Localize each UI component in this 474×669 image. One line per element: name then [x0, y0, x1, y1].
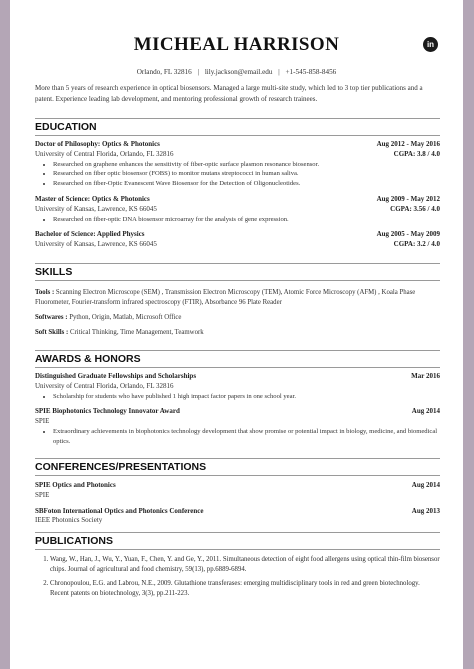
list-item: • Researched on fiber optic biosensor (FOBS) to monitor mutans streptococci in human saliva.: [53, 169, 440, 179]
contact-phone[interactable]: +1-545-858-8456: [285, 68, 337, 76]
conference-name: SBFoton International Optics and Photonics Conference: [35, 506, 204, 515]
skill-label: Tools :: [35, 289, 55, 296]
contact-email[interactable]: lily.jackson@email.edu: [204, 68, 273, 76]
entry-date: Mar 2016: [411, 372, 440, 380]
conference-org: IEEE Photonics Society: [35, 516, 103, 525]
degree-title: Bachelor of Science: Applied Physics: [35, 230, 145, 239]
award-org: SPIE: [35, 417, 50, 426]
software-line: [35, 313, 440, 323]
section-heading: SKILLS: [35, 263, 440, 281]
section-heading: PUBLICATIONS: [35, 532, 440, 550]
school-name: University of Kansas, Lawrence, KS 66045: [35, 240, 157, 249]
education-entry: [35, 195, 440, 224]
bullet-list: [35, 392, 440, 402]
degree-title: Doctor of Philosophy: Optics & Photonics: [35, 140, 160, 148]
contact-separator: |: [197, 68, 200, 76]
award-org: University of Central Florida, Orlando, FL 32816: [35, 381, 174, 390]
gpa-value: CGPA: 3.56 / 4.0: [390, 204, 440, 213]
section-heading: CONFERENCES/PRESENTATIONS: [35, 458, 440, 476]
degree-title: Master of Science: Optics & Photonics: [35, 194, 150, 203]
gpa-value: CGPA: 3.2 / 4.0: [393, 240, 440, 249]
awards-section: [35, 350, 440, 447]
skills-section: [35, 263, 440, 338]
school-name: University of Central Florida, Orlando, FL 32816: [35, 149, 174, 158]
award-name: SPIE Biophotonics Technology Innovator Award: [35, 407, 180, 416]
tools-line: [35, 288, 440, 308]
bullet-list: [35, 427, 440, 447]
skill-value: Critical Thinking, Time Management, Teamwork: [69, 329, 204, 336]
education-section: [35, 118, 440, 250]
list-item: • Researched on graphene enhances the sensitivity of fiber-optic surface plasmon resonance biosensor.: [53, 160, 440, 170]
education-entry: [35, 230, 440, 250]
conference-entry: [35, 481, 440, 501]
summary-paragraph: More than 5 years of research experience in optical biosensors. Managed a large multi-site study, which led to 3 top tier publications and a patent. Experience leading lab development, and mentoring professional growth of research trainees.: [35, 84, 423, 103]
school-name: University of Kansas, Lawrence, KS 66045: [35, 204, 157, 213]
publication-item: 1. Wang, W., Han, J., Wu, Y., Yuan, F., Chen, Y. and Ge, Y., 2011. Simultaneous detection of eight food allergens using optical thin-film biosensor chips. Journal of agricultural and food chemistry, 59(13), pp.6889-6894.: [50, 555, 440, 575]
entry-date: Aug 2014: [411, 407, 440, 416]
soft-skills-line: [35, 328, 440, 338]
entry-date: Aug 2005 - May 2009: [376, 230, 440, 239]
skill-value: Scanning Electron Microscope (SEM) , Transmission Electron Microscopy (TEM), Atomic Force Microscopy (AFM) , Koala Phase Fluorometer, Fourier-transform infrared spectroscopy (FTIR), Absorbance 96 Plate Reader: [35, 289, 416, 306]
section-heading: AWARDS & HONORS: [35, 350, 440, 368]
award-entry: [35, 372, 440, 401]
conferences-section: [35, 458, 440, 526]
gpa-value: CGPA: 3.8 / 4.0: [393, 149, 440, 158]
entry-date: Aug 2009 - May 2012: [376, 194, 440, 203]
resume-page: [10, 0, 463, 669]
candidate-name: MICHEAL HARRISON: [133, 34, 340, 55]
award-entry: [35, 407, 440, 446]
conference-entry: [35, 507, 440, 527]
contact-location: Orlando, FL 32816: [136, 68, 192, 76]
skill-value: Python, Origin, Matlab, Microsoft Office: [69, 314, 182, 321]
contact-line: [10, 68, 463, 76]
skill-label: Softwares :: [35, 314, 68, 321]
conference-name: SPIE Optics and Photonics: [35, 481, 116, 489]
list-item: • Researched on fiber-Optic Evanescent Wave Biosensor for the Detection of Oligonucleotides.: [53, 179, 440, 189]
publications-section: [35, 532, 440, 599]
entry-date: Aug 2014: [411, 481, 440, 489]
bullet-list: [35, 215, 440, 225]
conference-org: SPIE: [35, 490, 50, 499]
publication-item: 2. Chronopoulou, E.G. and Labrou, N.E., 2009. Glutathione transferases: emerging multidisciplinary tools in red and green biotechnology. Recent patents on biotechnology, 3(3), pp.211-223.: [50, 579, 440, 599]
list-item: • Researched on fiber-optic DNA biosensor microarray for the analysis of gene expression.: [53, 215, 440, 225]
education-entry: [35, 140, 440, 189]
list-item: • Extraordinary achievements in biophotonics technology development that show promise or potential impact in biology, medicine, and biomedical optics.: [53, 427, 440, 447]
entry-date: Aug 2013: [411, 506, 440, 515]
publication-list: [35, 555, 440, 599]
bullet-list: [35, 160, 440, 189]
skill-label: Soft Skills :: [35, 329, 69, 336]
list-item: • Scholarship for students who have published 1 high impact factor papers in one school year.: [53, 392, 440, 402]
contact-separator: |: [278, 68, 280, 76]
linkedin-icon[interactable]: in: [423, 37, 438, 52]
section-heading: EDUCATION: [35, 118, 440, 136]
award-name: Distinguished Graduate Fellowships and Scholarships: [35, 372, 197, 380]
entry-date: Aug 2012 - May 2016: [376, 140, 440, 148]
